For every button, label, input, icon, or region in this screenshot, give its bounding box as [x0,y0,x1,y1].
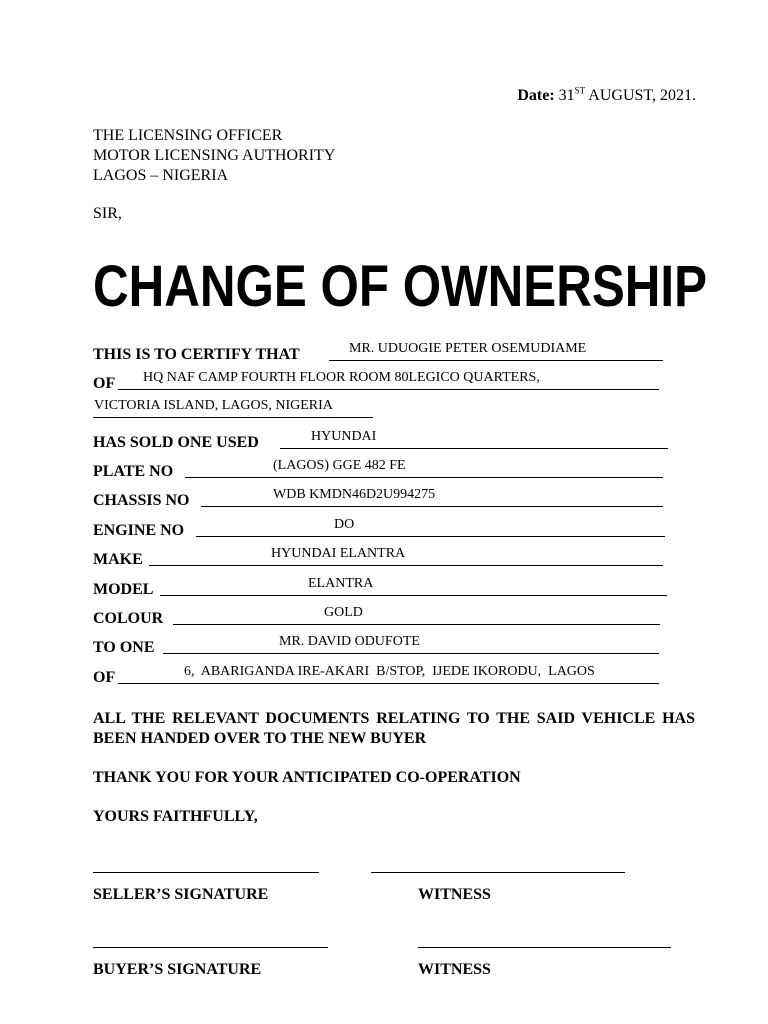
witness2-label: WITNESS [418,961,491,978]
vehicle-make: HYUNDAI ELANTRA [271,546,406,561]
witness1-label: WITNESS [418,886,491,903]
documents-statement: ALL THE RELEVANT DOCUMENTS RELATING TO THE SAID VEHICLE HAS BEEN HANDED OVER TO THE NEW BUYER [93,710,695,747]
field-chassis [93,486,665,510]
addressee-line: THE LICENSING OFFICER [93,127,283,144]
date-day: 31 [558,87,575,104]
date-label: Date: [517,87,555,104]
witness2-signature-line [418,947,671,948]
field-label: CHASSIS NO [93,492,190,509]
field-underline [160,595,667,596]
chassis-number: WDB KMDN46D2U994275 [273,487,436,502]
field-label: OF [93,375,116,392]
seller-address: HQ NAF CAMP FOURTH FLOOR ROOM 80LEGICO QUARTERS, [143,370,540,385]
seller-name: MR. UDUOGIE PETER OSEMUDIAME [349,341,587,356]
field-label: PLATE NO [93,463,174,480]
field-buyer [93,633,661,657]
vehicle-model: ELANTRA [308,576,374,591]
field-of-seller [93,369,661,393]
salutation: SIR, [93,205,122,222]
addressee-block [93,126,335,186]
addressee-line: LAGOS – NIGERIA [93,167,229,184]
witness1-signature-line [371,872,625,873]
field-sold [93,428,669,452]
field-label: MODEL [93,581,154,598]
seller-signature-line [93,872,319,873]
field-underline [118,389,659,390]
field-certify [93,340,665,364]
field-underline [118,683,659,684]
field-engine [93,516,667,540]
field-colour [93,604,662,628]
document-title-text: CHANGE OF OWNERSHIP [93,254,707,319]
field-underline [163,653,659,654]
seller-address-cont: VICTORIA ISLAND, LAGOS, NIGERIA [94,398,333,413]
addressee-line: MOTOR LICENSING AUTHORITY [93,147,336,164]
field-underline [196,536,665,537]
field-make [93,545,665,569]
field-label: COLOUR [93,610,164,627]
vehicle-colour: GOLD [324,605,363,620]
thanks-statement: THANK YOU FOR YOUR ANTICIPATED CO-OPERATION [93,769,521,786]
field-underline [149,565,663,566]
field-plate [93,457,665,481]
buyer-signature-line [93,947,328,948]
field-label: MAKE [93,551,143,568]
field-label: OF [93,669,116,686]
document-title [93,244,707,319]
engine-number: DO [334,517,355,532]
field-of-seller-cont [93,397,383,421]
field-underline [93,417,373,418]
field-underline [201,506,663,507]
date-suffix: ST [574,85,586,96]
field-of-buyer [93,663,661,687]
plate-number: (LAGOS) GGE 482 FE [273,458,406,473]
buyer-signature-label: BUYER’S SIGNATURE [93,961,262,978]
field-label: ENGINE NO [93,522,185,539]
field-label: HAS SOLD ONE USED [93,434,259,451]
field-underline [185,477,663,478]
field-label: THIS IS TO CERTIFY THAT [93,346,300,363]
buyer-name: MR. DAVID ODUFOTE [279,634,420,649]
seller-signature-label: SELLER’S SIGNATURE [93,886,269,903]
field-label: TO ONE [93,639,155,656]
date-rest: AUGUST, 2021. [588,87,696,104]
letter-date [517,87,696,105]
buyer-address: 6, ABARIGANDA IRE-AKARI B/STOP, IJEDE IKORODU, LAGOS [184,664,595,679]
closing: YOURS FAITHFULLY, [93,808,258,825]
field-underline [280,448,668,449]
vehicle-brand: HYUNDAI [311,429,377,444]
field-model [93,575,669,599]
field-underline [173,624,660,625]
field-underline [329,360,663,361]
